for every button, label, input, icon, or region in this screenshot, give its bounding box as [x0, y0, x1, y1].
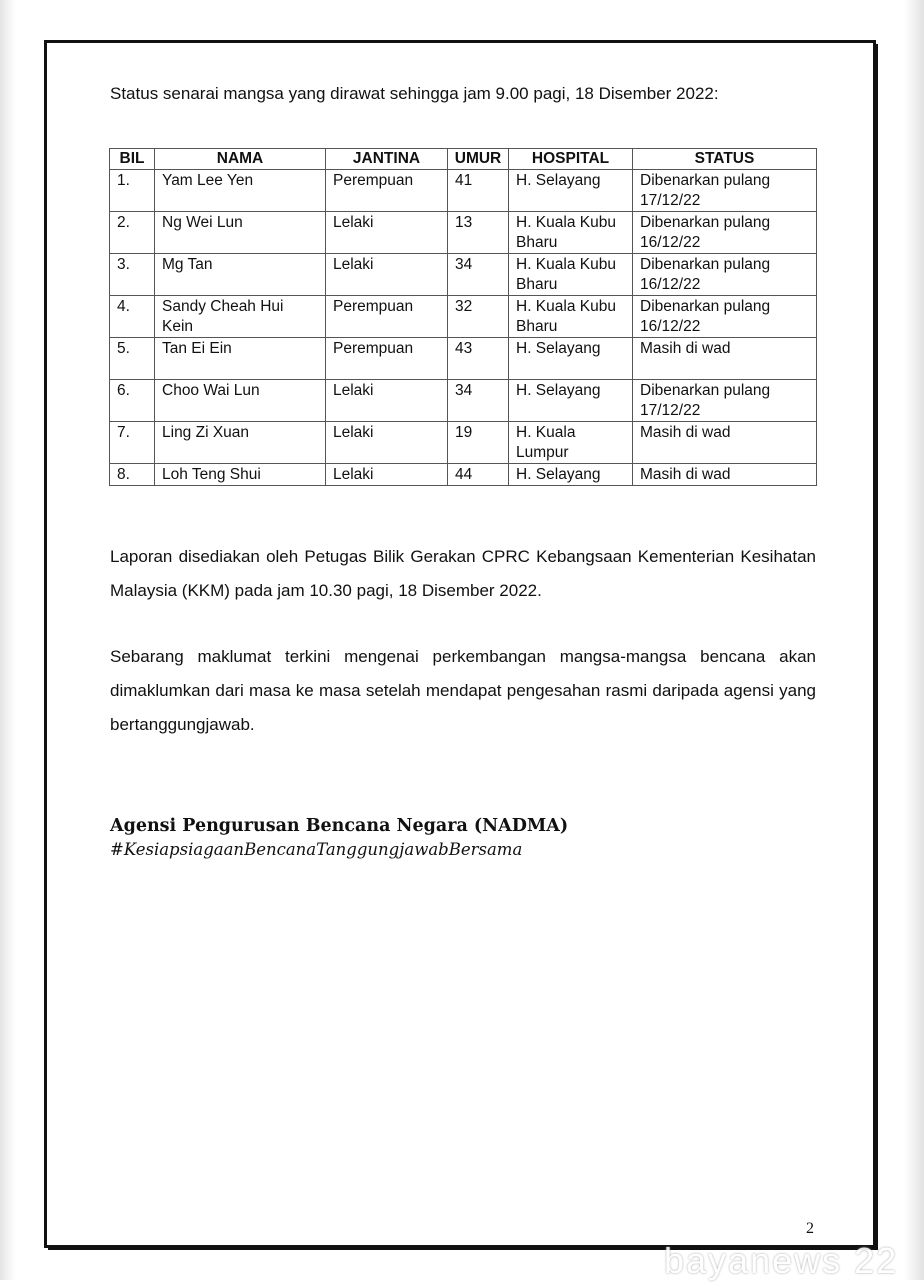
cell-bil: 5.: [110, 338, 155, 380]
cell-jantina: Lelaki: [326, 422, 448, 464]
cell-jantina: Lelaki: [326, 464, 448, 486]
table-row: [110, 380, 817, 422]
cell-status: Dibenarkan pulang 16/12/22: [633, 212, 817, 254]
cell-hospital: H. Selayang: [509, 338, 633, 380]
table-row: [110, 254, 817, 296]
cell-status: Masih di wad: [633, 422, 817, 464]
header-umur: UMUR: [448, 149, 509, 170]
signature-organisation: Agensi Pengurusan Bencana Negara (NADMA): [110, 816, 569, 836]
watermark-text: bayanews 22: [664, 1240, 899, 1281]
cell-hospital: H. Kuala Kubu Bharu: [509, 296, 633, 338]
cell-umur: 32: [448, 296, 509, 338]
update-paragraph: Sebarang maklumat terkini mengenai perkembangan mangsa-mangsa bencana akan dimaklumkan dari masa ke masa setelah mendapat pengesahan rasmi daripada agensi yang bertanggungjawab.: [110, 647, 816, 734]
cell-nama: Sandy Cheah Hui Kein: [155, 296, 326, 338]
cell-umur: 34: [448, 254, 509, 296]
cell-status: Dibenarkan pulang 16/12/22: [633, 254, 817, 296]
cell-bil: 4.: [110, 296, 155, 338]
cell-umur: 34: [448, 380, 509, 422]
cell-jantina: Perempuan: [326, 170, 448, 212]
header-nama: NAMA: [155, 149, 326, 170]
table-row: [110, 170, 817, 212]
cell-nama: Tan Ei Ein: [155, 338, 326, 380]
cell-umur: 19: [448, 422, 509, 464]
report-paragraph: Laporan disediakan oleh Petugas Bilik Gerakan CPRC Kebangsaan Kementerian Kesihatan Malaysia (KKM) pada jam 10.30 pagi, 18 Disember 2022.: [110, 547, 816, 600]
intro-text: Status senarai mangsa yang dirawat sehingga jam 9.00 pagi, 18 Disember 2022:: [110, 84, 719, 103]
cell-jantina: Perempuan: [326, 296, 448, 338]
cell-status: Dibenarkan pulang 17/12/22: [633, 170, 817, 212]
cell-bil: 1.: [110, 170, 155, 212]
cell-status: Dibenarkan pulang 17/12/22: [633, 380, 817, 422]
cell-bil: 7.: [110, 422, 155, 464]
cell-jantina: Perempuan: [326, 338, 448, 380]
cell-jantina: Lelaki: [326, 380, 448, 422]
table-row: [110, 212, 817, 254]
cell-bil: 3.: [110, 254, 155, 296]
cell-hospital: H. Selayang: [509, 170, 633, 212]
cell-jantina: Lelaki: [326, 212, 448, 254]
header-bil: BIL: [110, 149, 155, 170]
cell-hospital: H. Selayang: [509, 464, 633, 486]
cell-jantina: Lelaki: [326, 254, 448, 296]
header-hospital: HOSPITAL: [509, 149, 633, 170]
signature-hashtag: #KesiapsiagaanBencanaTanggungjawabBersama: [110, 840, 523, 859]
cell-nama: Mg Tan: [155, 254, 326, 296]
header-status: STATUS: [633, 149, 817, 170]
cell-hospital: H. Selayang: [509, 380, 633, 422]
table-row: [110, 464, 817, 486]
cell-bil: 6.: [110, 380, 155, 422]
cell-status: Masih di wad: [633, 338, 817, 380]
cell-hospital: H. Kuala Kubu Bharu: [509, 212, 633, 254]
header-jantina: JANTINA: [326, 149, 448, 170]
cell-nama: Choo Wai Lun: [155, 380, 326, 422]
table-header-row: [110, 149, 817, 170]
victims-table: [109, 148, 817, 486]
cell-umur: 44: [448, 464, 509, 486]
cell-status: Masih di wad: [633, 464, 817, 486]
cell-status: Dibenarkan pulang 16/12/22: [633, 296, 817, 338]
table-row: [110, 422, 817, 464]
page-frame-right-edge: [874, 44, 878, 1250]
cell-nama: Loh Teng Shui: [155, 464, 326, 486]
page-number: 2: [806, 1220, 814, 1237]
table-row: [110, 296, 817, 338]
cell-hospital: H. Kuala Lumpur: [509, 422, 633, 464]
cell-bil: 2.: [110, 212, 155, 254]
cell-umur: 43: [448, 338, 509, 380]
cell-nama: Ling Zi Xuan: [155, 422, 326, 464]
cell-hospital: H. Kuala Kubu Bharu: [509, 254, 633, 296]
table-row: [110, 338, 817, 380]
cell-nama: Ng Wei Lun: [155, 212, 326, 254]
cell-umur: 13: [448, 212, 509, 254]
cell-umur: 41: [448, 170, 509, 212]
cell-nama: Yam Lee Yen: [155, 170, 326, 212]
cell-bil: 8.: [110, 464, 155, 486]
